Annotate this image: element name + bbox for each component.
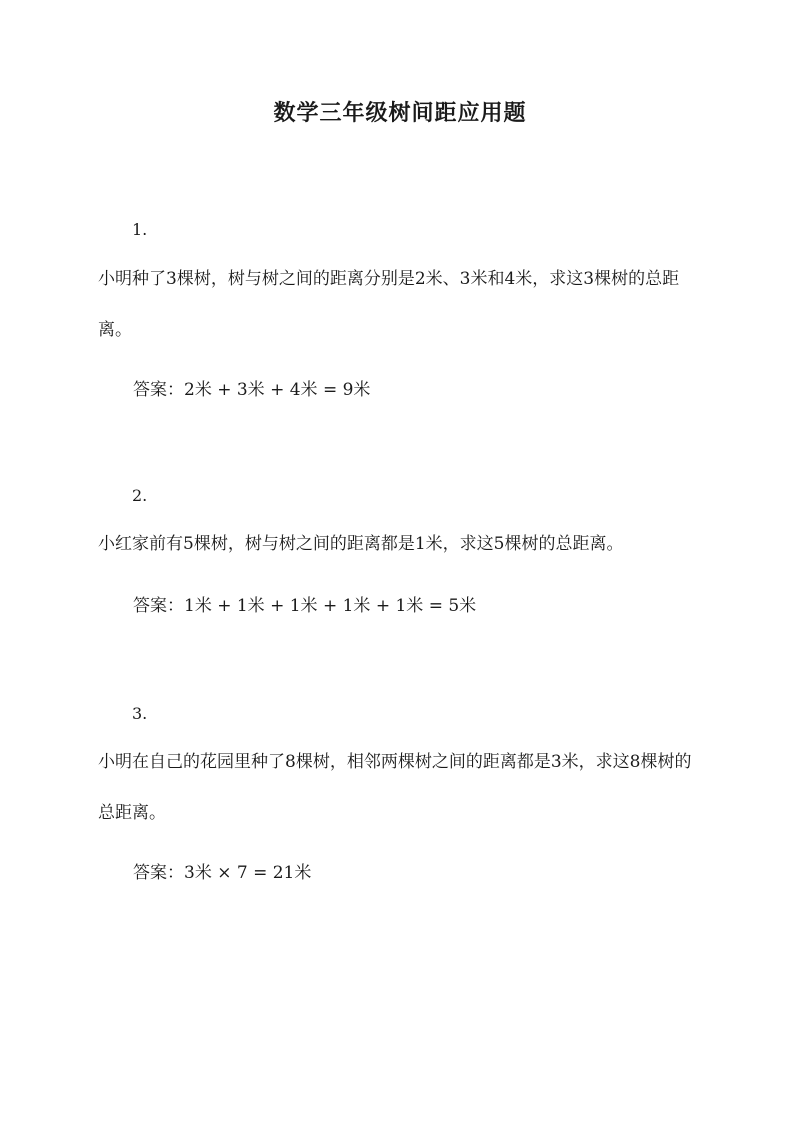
page-title: 数学三年级树间距应用题 (273, 100, 527, 126)
problem-question: 小明种了3棵树，树与树之间的距离分别是2米、3米和4米，求这3棵树的总距离。 (98, 269, 680, 340)
problem-number: 2. (132, 486, 148, 505)
problem-answer: 答案：3米 × 7 = 21米 (133, 863, 312, 883)
problem-answer: 答案：2米 + 3米 + 4米 = 9米 (133, 380, 371, 400)
problem-number: 1. (132, 220, 148, 239)
problem-question: 小明在自己的花园里种了8棵树，相邻两棵树之间的距离都是3米，求这8棵树的总距离。 (98, 752, 692, 823)
problem-number: 3. (132, 704, 148, 723)
problem-question: 小红家前有5棵树，树与树之间的距离都是1米，求这5棵树的总距离。 (98, 534, 624, 554)
problem-answer: 答案：1米 + 1米 + 1米 + 1米 + 1米 = 5米 (133, 596, 477, 616)
